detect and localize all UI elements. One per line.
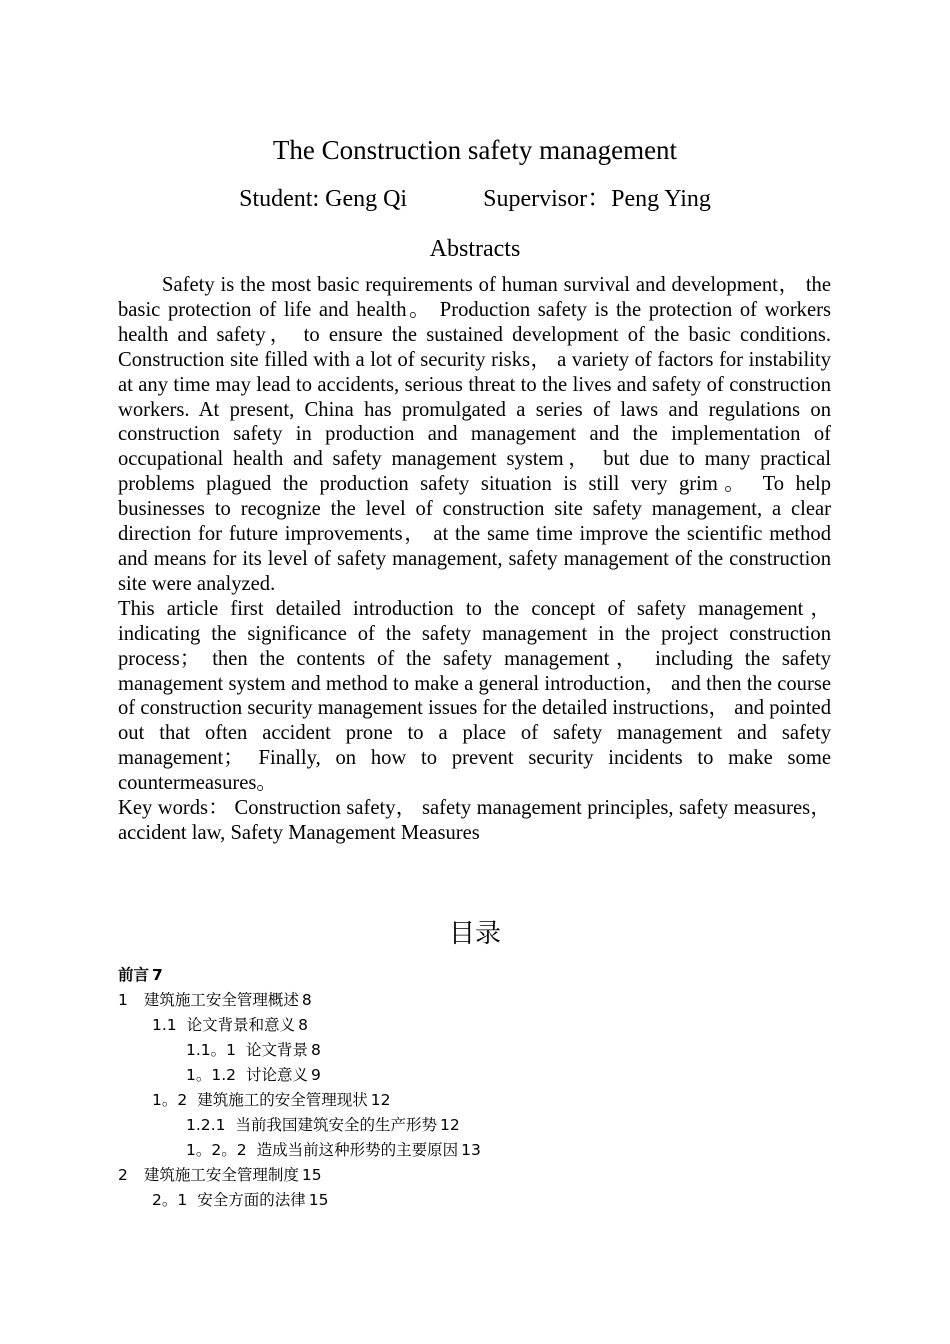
toc-entry-page: 8 xyxy=(301,991,312,1009)
toc-entry-page: 9 xyxy=(311,1066,321,1084)
document-title: The Construction safety management xyxy=(272,135,678,165)
toc-entry[interactable] xyxy=(118,1188,838,1213)
toc-entry-number: 1。2。2 xyxy=(186,1141,247,1159)
student-name: Student: Geng Qi xyxy=(239,186,408,212)
toc-entry-number: 1。2 xyxy=(152,1091,188,1109)
toc-entry-text: 前言 xyxy=(118,966,150,984)
toc-entry[interactable] xyxy=(118,1063,838,1088)
toc-entry[interactable] xyxy=(118,1088,838,1113)
toc-entry[interactable] xyxy=(118,1113,838,1138)
toc-entry-number: 1 xyxy=(118,991,128,1009)
abstract-paragraph: This article first detailed introduction to the concept of safety management，indicating the significance of the safety management in the project construction process； then the contents of the safety management， including the safety management system and method to make a general introduction， and then the course of construction security management issues for the detailed instructions， and pointed out that often accident prone to a place of safety management and safety management； Finally, on how to prevent security incidents to make some countermeasures。 xyxy=(118,597,831,795)
toc-entry[interactable] xyxy=(118,1163,838,1188)
toc-entry-text: 建筑施工的安全管理现状 xyxy=(197,1091,368,1109)
toc-entry-number: 2。1 xyxy=(152,1191,188,1209)
toc-entry-page: 12 xyxy=(370,1091,391,1109)
abstract-paragraph: Safety is the most basic requirements of human survival and development， the basic protection of life and health。 Production safety is the protection of workers health and safety， to ensure the sustained development of the basic conditions. Construction site filled with a lot of security risks， a variety of factors for instability at any time may lead to accidents, serious threat to the lives and safety of construction workers. At present, China has promulgated a series of laws and regulations on construction safety in production and management and the implementation of occupational health and safety management system， but due to many practical problems plagued the production safety situation is still very grim。 To help businesses to recognize the level of construction site safety management, a clear direction for future improvements， at the same time improve the scientific method and means for its level of safety management, safety management of the construction site were analyzed. xyxy=(118,274,831,595)
table-of-contents xyxy=(118,963,838,1213)
toc-entry-number: 1.2.1 xyxy=(186,1116,226,1134)
toc-entry[interactable] xyxy=(118,963,838,988)
toc-heading: 目录 xyxy=(448,919,501,949)
toc-entry-text: 造成当前这种形势的主要原因 xyxy=(256,1141,459,1159)
abstract-heading: Abstracts xyxy=(429,236,521,262)
toc-entry-number: 1.1 xyxy=(152,1016,177,1034)
toc-entry[interactable] xyxy=(118,1138,838,1163)
toc-entry[interactable] xyxy=(118,988,838,1013)
toc-entry-page: 7 xyxy=(152,966,163,984)
toc-entry[interactable] xyxy=(118,1013,838,1038)
toc-entry-text: 论文背景 xyxy=(246,1041,309,1059)
toc-entry-number: 1.1。1 xyxy=(186,1041,237,1059)
toc-entry-text: 当前我国建筑安全的生产形势 xyxy=(235,1116,437,1134)
toc-entry-page: 8 xyxy=(311,1041,321,1059)
abstract-body xyxy=(118,273,831,846)
toc-entry-page: 13 xyxy=(461,1141,481,1159)
toc-entry[interactable] xyxy=(118,1038,838,1063)
supervisor-name: Supervisor：Peng Ying xyxy=(483,186,711,212)
toc-entry-number: 1。1.2 xyxy=(186,1066,237,1084)
keywords-paragraph: Key words： Construction safety， safety management principles, safety measures， accident law, Safety Management Measures xyxy=(118,797,831,844)
toc-entry-page: 12 xyxy=(439,1116,460,1134)
toc-entry-page: 15 xyxy=(308,1191,329,1209)
toc-entry-page: 15 xyxy=(301,1166,322,1184)
toc-entry-text: 建筑施工安全管理制度 xyxy=(143,1166,299,1184)
toc-entry-number: 2 xyxy=(118,1166,128,1184)
toc-entry-text: 论文背景和意义 xyxy=(186,1016,296,1034)
toc-entry-text: 安全方面的法律 xyxy=(197,1191,306,1209)
author-line xyxy=(0,184,950,214)
toc-entry-text: 讨论意义 xyxy=(246,1066,309,1084)
toc-entry-text: 建筑施工安全管理概述 xyxy=(143,991,299,1009)
toc-entry-page: 8 xyxy=(298,1016,309,1034)
